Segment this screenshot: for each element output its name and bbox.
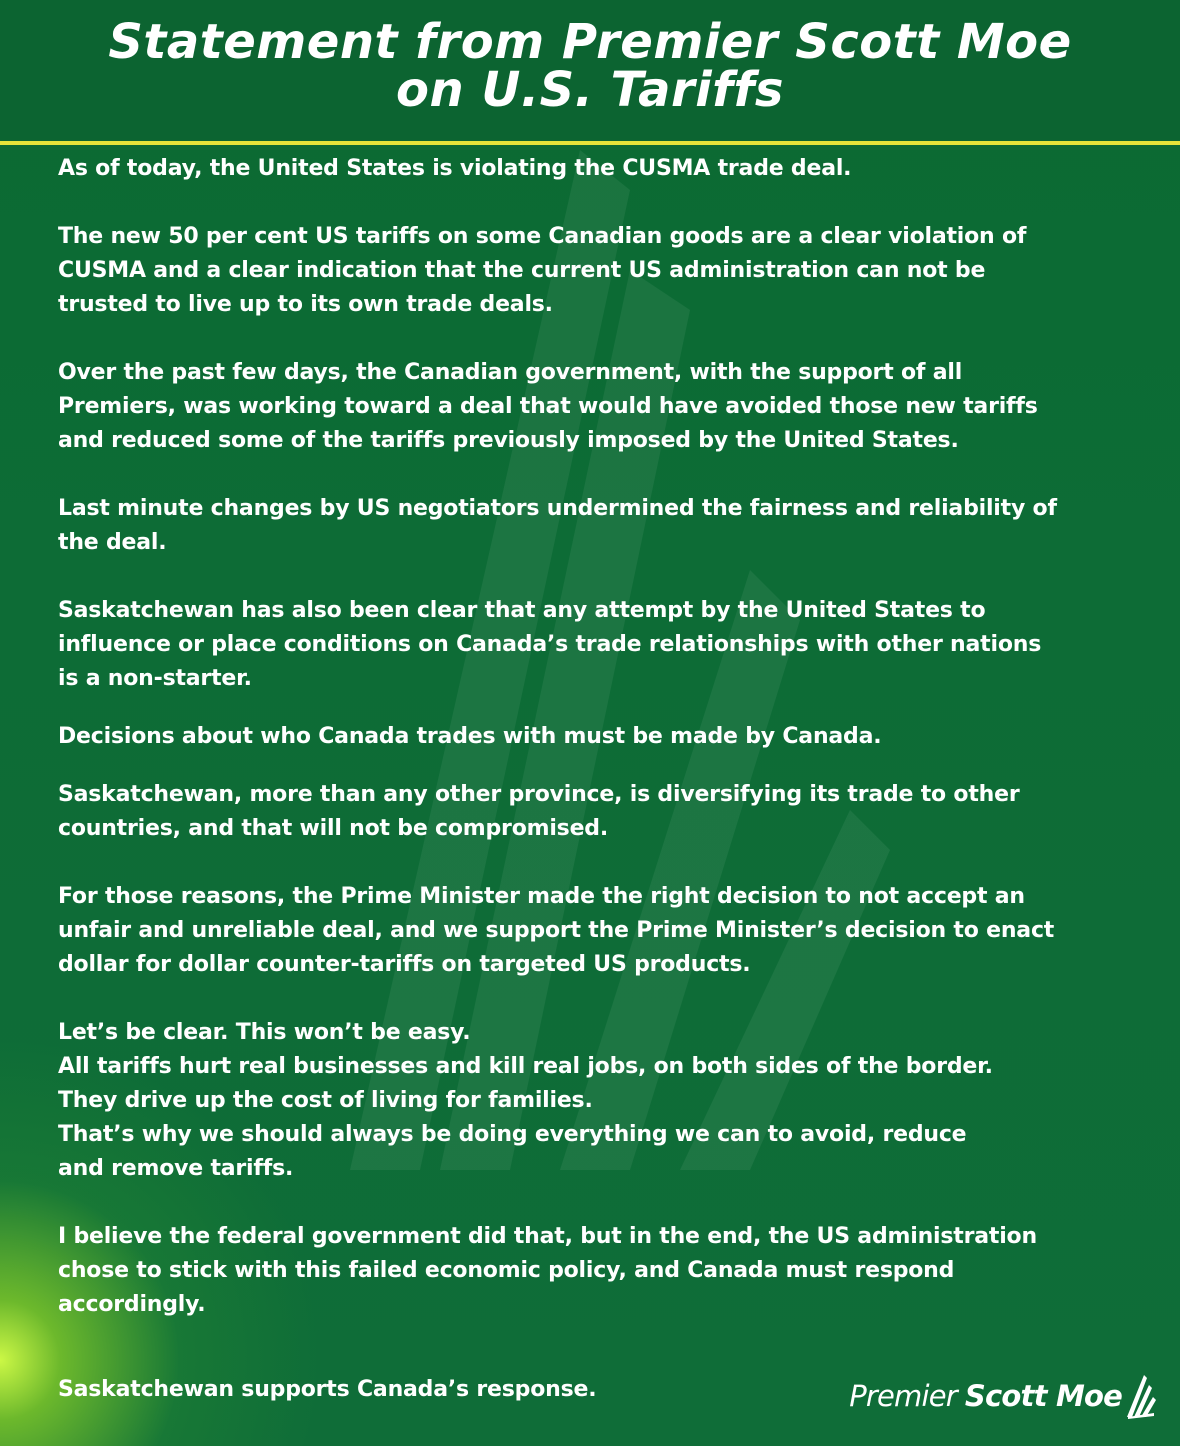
paragraph-line: Saskatchewan has also been clear that any attempt by the United States to	[58, 598, 986, 623]
paragraph-line: countries, and that will not be compromised.	[58, 816, 608, 841]
signature-name: Scott Moe	[964, 1379, 1122, 1413]
title-line-2: on U.S. Tariffs	[396, 62, 784, 118]
paragraph-line: Decisions about who Canada trades with must be made by Canada.	[58, 724, 882, 749]
closing-line: Saskatchewan supports Canada’s response.	[58, 1377, 597, 1402]
paragraph-line: I believe the federal government did that, but in the end, the US administration	[58, 1224, 1037, 1249]
paragraph-line: That’s why we should always be doing everything we can to avoid, reduce	[58, 1122, 967, 1147]
statement-paragraph	[58, 1016, 1138, 1186]
paragraph-line: For those reasons, the Prime Minister made the right decision to not accept an	[58, 884, 1025, 909]
paragraph-line: is a non-starter.	[58, 666, 252, 691]
paragraph-line: The new 50 per cent US tariffs on some Canadian goods are a clear violation of	[58, 224, 1027, 249]
paragraph-line: Last minute changes by US negotiators undermined the fairness and reliability of	[58, 496, 1057, 521]
statement-paragraph	[58, 720, 1138, 754]
paragraph-line: the deal.	[58, 530, 167, 555]
paragraph-line: influence or place conditions on Canada’s trade relationships with other nations	[58, 632, 1042, 657]
statement-paragraph	[58, 1220, 1138, 1322]
paragraph-line: and reduced some of the tariffs previously imposed by the United States.	[58, 428, 959, 453]
statement-paragraph	[58, 152, 1138, 186]
paragraph-line: Let’s be clear. This won’t be easy.	[58, 1020, 471, 1045]
paragraph-line: Over the past few days, the Canadian government, with the support of all	[58, 360, 963, 385]
paragraph-line: unfair and unreliable deal, and we support the Prime Minister’s decision to enact	[58, 918, 1055, 943]
paragraph-line: They drive up the cost of living for families.	[58, 1088, 593, 1113]
wheat-sail-logo-icon	[1126, 1373, 1156, 1419]
paragraph-line: Premiers, was working toward a deal that would have avoided those new tariffs	[58, 394, 1038, 419]
paragraph-line: and remove tariffs.	[58, 1156, 294, 1181]
statement-paragraph	[58, 778, 1138, 846]
statement-paragraph	[58, 594, 1138, 696]
page-title	[0, 14, 1180, 118]
paragraph-line: trusted to live up to its own trade deals.	[58, 292, 553, 317]
statement-paragraph	[58, 356, 1138, 458]
statement-paragraph	[58, 220, 1138, 322]
statement-paragraph	[58, 880, 1138, 982]
paragraph-line: dollar for dollar counter-tariffs on targeted US products.	[58, 952, 751, 977]
paragraph-line: CUSMA and a clear indication that the current US administration can not be	[58, 258, 986, 283]
signature-text	[849, 1379, 1122, 1413]
title-line-1: Statement from Premier Scott Moe	[108, 14, 1072, 70]
paragraph-line: All tariffs hurt real businesses and kill real jobs, on both sides of the border.	[58, 1054, 993, 1079]
paragraph-line: As of today, the United States is violating the CUSMA trade deal.	[58, 156, 852, 181]
signature-title: Premier	[849, 1379, 957, 1413]
statement-body	[58, 152, 1138, 1356]
signature	[849, 1372, 1156, 1420]
header-band	[0, 0, 1180, 141]
header-divider	[0, 141, 1180, 145]
statement-paragraph	[58, 492, 1138, 560]
paragraph-line: accordingly.	[58, 1292, 206, 1317]
paragraph-line: Saskatchewan, more than any other province, is diversifying its trade to other	[58, 782, 1020, 807]
paragraph-line: chose to stick with this failed economic policy, and Canada must respond	[58, 1258, 955, 1283]
